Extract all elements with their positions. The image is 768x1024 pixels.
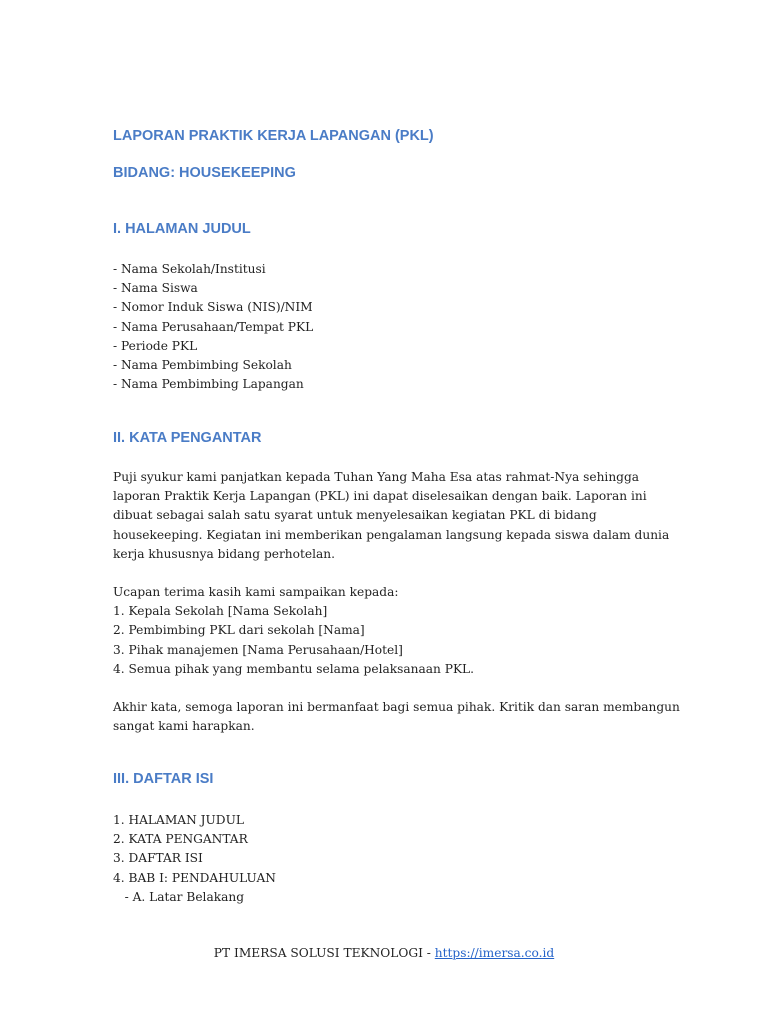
page-footer: [0, 946, 768, 960]
paragraph-line: Puji syukur kami panjatkan kepada Tuhan Yang Maha Esa atas rahmat-Nya sehingga: [113, 470, 640, 484]
closing-paragraph: [113, 698, 680, 736]
list-item: - Periode PKL: [113, 338, 198, 353]
kata-pengantar-paragraph: [113, 468, 669, 564]
list-item: - Nomor Induk Siswa (NIS)/NIM: [113, 300, 313, 315]
thanks-list: [113, 583, 474, 679]
paragraph-line: Akhir kata, semoga laporan ini bermanfaat bagi semua pihak. Kritik dan saran membangun: [113, 700, 680, 714]
section-heading-kata-pengantar: II. KATA PENGANTAR: [113, 430, 262, 446]
list-item: 1. Kepala Sekolah [Nama Sekolah]: [113, 604, 328, 619]
list-item: - Nama Perusahaan/Tempat PKL: [113, 319, 314, 334]
paragraph-line: sangat kami harapkan.: [113, 719, 255, 734]
list-item: 3. DAFTAR ISI: [113, 851, 203, 866]
list-item: - Nama Pembimbing Sekolah: [113, 358, 292, 373]
list-item: 3. Pihak manajemen [Nama Perusahaan/Hotel]: [113, 642, 403, 657]
thanks-intro: Ucapan terima kasih kami sampaikan kepada:: [113, 585, 399, 599]
list-item: - A. Latar Belakang: [113, 889, 245, 904]
section-heading-daftar-isi: III. DAFTAR ISI: [113, 771, 214, 787]
list-item: 2. KATA PENGANTAR: [113, 832, 248, 847]
paragraph-line: housekeeping. Kegiatan ini memberikan pengalaman langsung kepada siswa dalam dunia: [113, 527, 670, 542]
paragraph-line: laporan Praktik Kerja Lapangan (PKL) ini dapat diselesaikan dengan baik. Laporan ini: [113, 489, 647, 504]
list-item: 4. BAB I: PENDAHULUAN: [113, 870, 276, 885]
document-subtitle: BIDANG: HOUSEKEEPING: [113, 165, 296, 181]
list-item: 2. Pembimbing PKL dari sekolah [Nama]: [113, 623, 365, 638]
halaman-judul-list: [113, 260, 313, 394]
document-title: LAPORAN PRAKTIK KERJA LAPANGAN (PKL): [113, 128, 434, 144]
daftar-isi-list: [113, 811, 276, 907]
section-heading-halaman-judul: I. HALAMAN JUDUL: [113, 221, 251, 237]
list-item: - Nama Sekolah/Institusi: [113, 262, 266, 276]
footer-company: PT IMERSA SOLUSI TEKNOLOGI -: [213, 946, 435, 960]
footer-link[interactable]: https://imersa.co.id: [434, 946, 555, 960]
list-item: 1. HALAMAN JUDUL: [113, 813, 244, 827]
list-item: 4. Semua pihak yang membantu selama pelaksanaan PKL.: [113, 661, 475, 676]
list-item: - Nama Pembimbing Lapangan: [113, 377, 304, 392]
paragraph-line: dibuat sebagai salah satu syarat untuk menyelesaikan kegiatan PKL di bidang: [113, 508, 597, 523]
paragraph-line: kerja khususnya bidang perhotelan.: [113, 546, 335, 561]
list-item: - Nama Siswa: [113, 281, 198, 296]
